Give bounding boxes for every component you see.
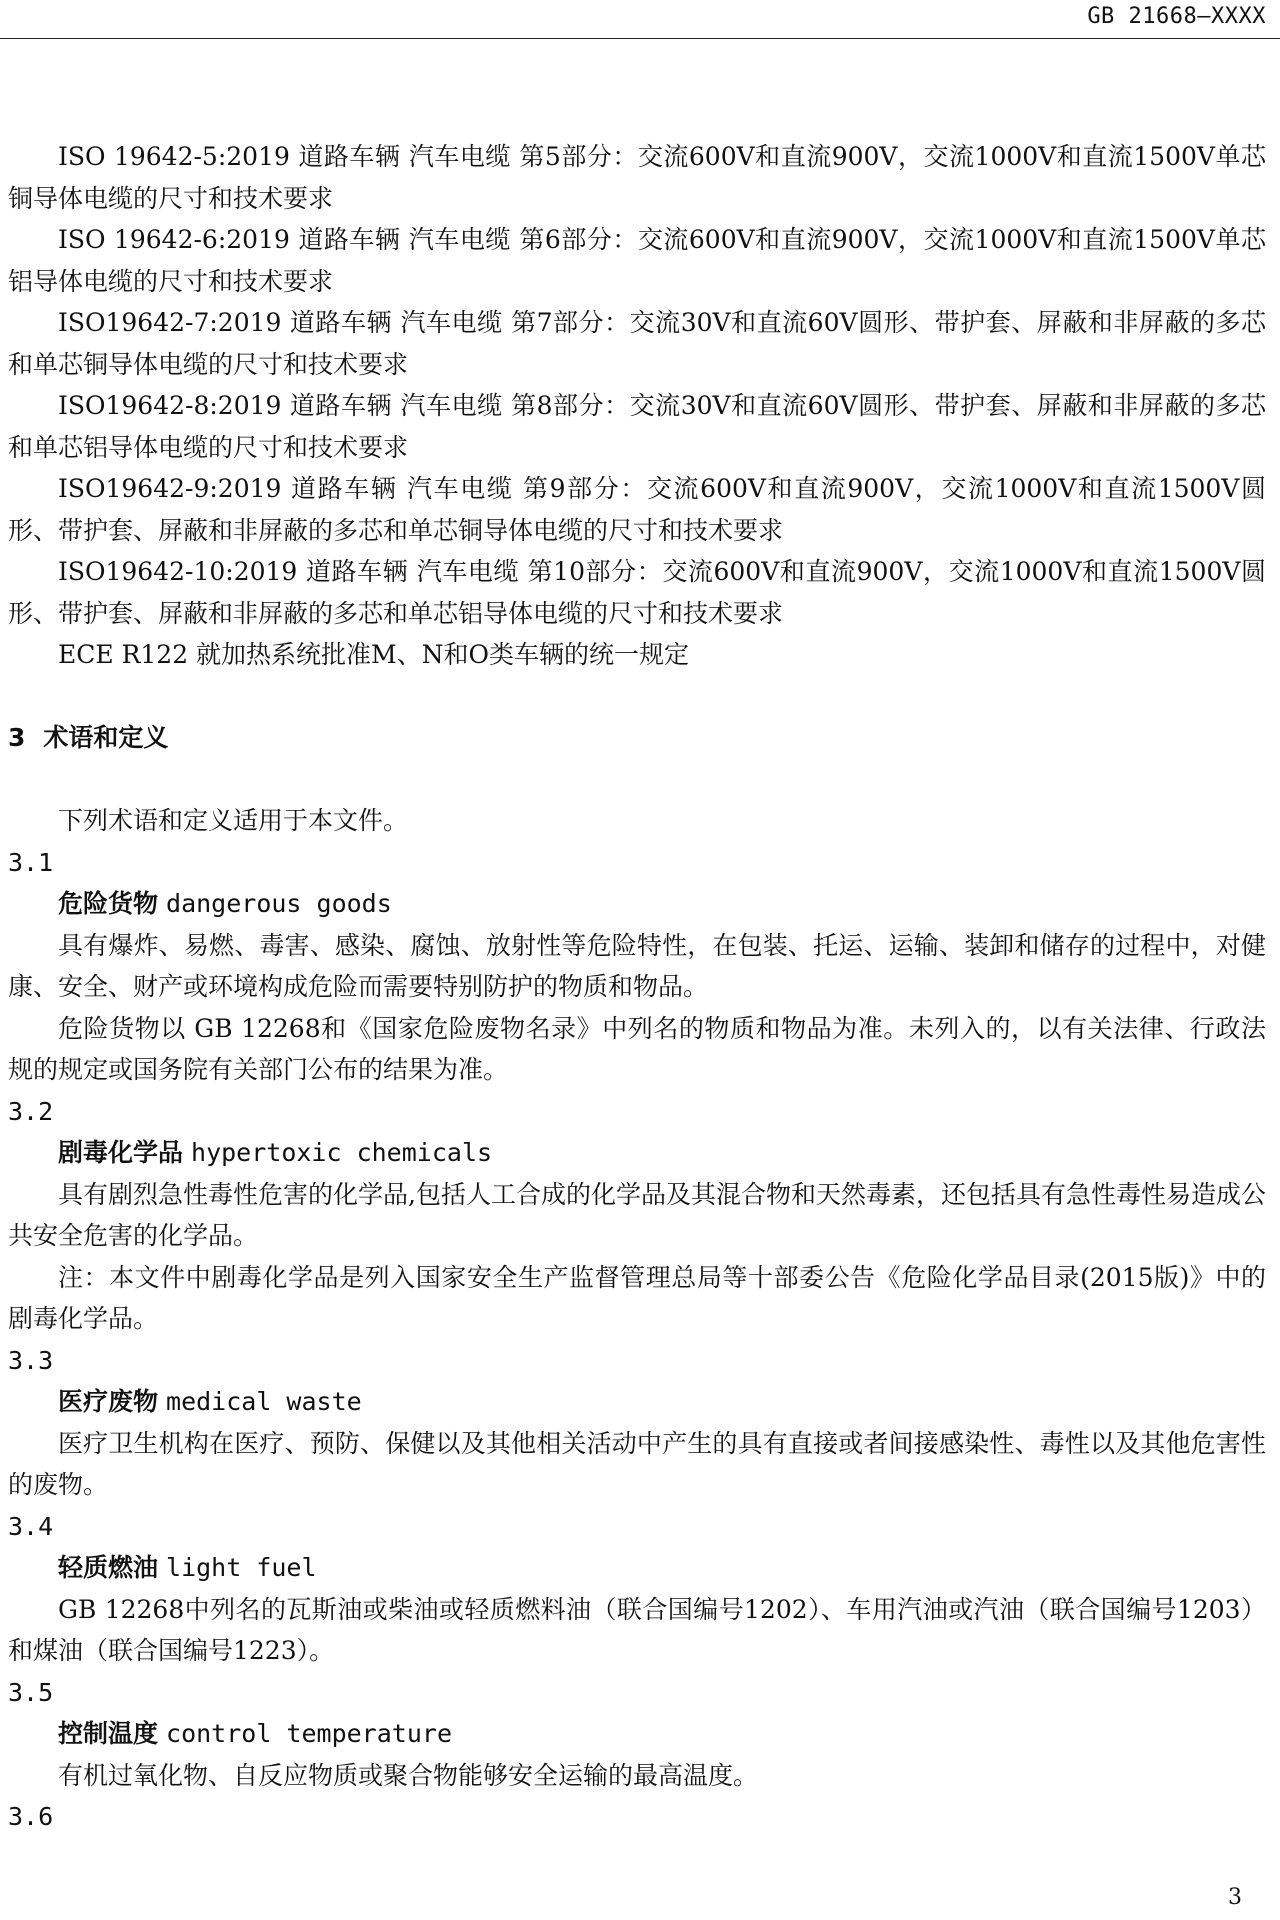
reference-item: ISO19642-10:2019 道路车辆 汽车电缆 第10部分：交流600V和直流900V，交流1000V和直流1500V圆形、带护套、屏蔽和非屏蔽的多芯和单芯铝导体电缆的尺寸和技术要求 [8, 557, 1266, 628]
term-name-en: light fuel [166, 1553, 317, 1582]
standard-code: GB 21668—XXXX [1087, 4, 1266, 29]
section-intro: 下列术语和定义适用于本文件。 [58, 806, 409, 835]
section-title: 术语和定义 [43, 723, 169, 752]
term-definition: 具有爆炸、易燃、毒害、感染、腐蚀、放射性等危险特性，在包装、托运、运输、装卸和储存的过程中，对健康、安全、财产或环境构成危险而需要特别防护的物质和物品。 [8, 930, 1266, 1001]
reference-item: ISO19642-9:2019 道路车辆 汽车电缆 第9部分：交流600V和直流900V，交流1000V和直流1500V圆形、带护套、屏蔽和非屏蔽的多芯和单芯铜导体电缆的尺寸和技术要求 [8, 474, 1266, 545]
term-name-zh: 医疗废物 [58, 1387, 159, 1416]
term-note: 危险货物以 GB 12268和《国家危险废物名录》中列名的物质和物品为准。未列入的，以有关法律、行政法规的规定或国务院有关部门公布的结果为准。 [8, 1013, 1266, 1084]
term-number: 3.6 [8, 1802, 54, 1831]
reference-list [8, 136, 1266, 676]
term-name [8, 1381, 1266, 1423]
term-name [8, 1132, 1266, 1174]
term-note: 注：本文件中剧毒化学品是列入国家安全生产监督管理总局等十部委公告《危险化学品目录(2015版)》中的剧毒化学品。 [8, 1262, 1266, 1333]
term-entry [8, 1672, 1266, 1797]
term-name-en: medical waste [166, 1387, 362, 1416]
term-entry [8, 842, 1266, 1091]
page-number: 3 [1228, 1885, 1242, 1910]
header-rule [0, 38, 1280, 39]
reference-item: ISO19642-7:2019 道路车辆 汽车电缆 第7部分：交流30V和直流60V圆形、带护套、屏蔽和非屏蔽的多芯和单芯铜导体电缆的尺寸和技术要求 [8, 308, 1266, 379]
reference-item: ISO 19642-5:2019 道路车辆 汽车电缆 第5部分：交流600V和直流900V，交流1000V和直流1500V单芯铜导体电缆的尺寸和技术要求 [8, 142, 1266, 213]
reference-item: ISO 19642-6:2019 道路车辆 汽车电缆 第6部分：交流600V和直流900V，交流1000V和直流1500V单芯铝导体电缆的尺寸和技术要求 [8, 225, 1266, 296]
term-name-zh: 剧毒化学品 [58, 1138, 184, 1167]
term-number: 3.3 [8, 1345, 54, 1375]
term-number: 3.5 [8, 1677, 54, 1707]
term-number: 3.2 [8, 1096, 54, 1126]
term-number: 3.4 [8, 1511, 54, 1541]
term-name [8, 1713, 1266, 1755]
term-entry [8, 1340, 1266, 1506]
section-number: 3 [8, 723, 26, 752]
term-name-zh: 危险货物 [58, 889, 159, 918]
section-heading [8, 717, 1266, 759]
term-name-en: dangerous goods [166, 889, 392, 918]
term-name-en: hypertoxic chemicals [191, 1138, 493, 1167]
document-body [8, 136, 1266, 1838]
term-name-en: control temperature [166, 1719, 452, 1748]
term-name [8, 883, 1266, 925]
term-name [8, 1547, 1266, 1589]
term-definition: 医疗卫生机构在医疗、预防、保健以及其他相关活动中产生的具有直接或者间接感染性、毒性以及其他危害性的废物。 [8, 1428, 1266, 1499]
term-entry [8, 1796, 1266, 1838]
term-number: 3.1 [8, 847, 54, 877]
term-name-zh: 控制温度 [58, 1719, 159, 1748]
reference-item: ECE R122 就加热系统批准M、N和O类车辆的统一规定 [58, 640, 690, 669]
term-definition: 有机过氧化物、自反应物质或聚合物能够安全运输的最高温度。 [58, 1760, 759, 1790]
term-entry [8, 1506, 1266, 1672]
term-name-zh: 轻质燃油 [58, 1553, 159, 1582]
reference-item: ISO19642-8:2019 道路车辆 汽车电缆 第8部分：交流30V和直流60V圆形、带护套、屏蔽和非屏蔽的多芯和单芯铝导体电缆的尺寸和技术要求 [8, 391, 1266, 462]
term-definition: 具有剧烈急性毒性危害的化学品,包括人工合成的化学品及其混合物和天然毒素，还包括具有急性毒性易造成公共安全危害的化学品。 [8, 1179, 1266, 1250]
term-entry [8, 1091, 1266, 1340]
term-definition: GB 12268中列名的瓦斯油或柴油或轻质燃料油（联合国编号1202）、车用汽油或汽油（联合国编号1203）和煤油（联合国编号1223）。 [8, 1594, 1266, 1665]
